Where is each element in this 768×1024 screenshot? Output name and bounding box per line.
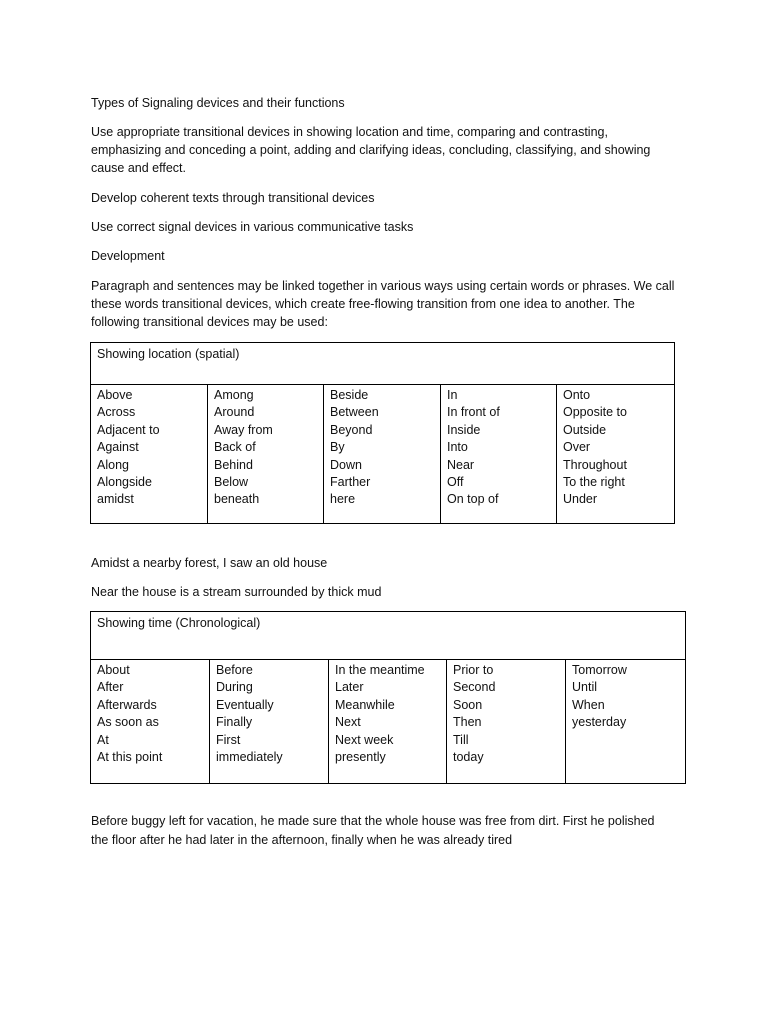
objective-1-line-3: cause and effect.: [91, 161, 186, 175]
transition-word: Next week: [335, 732, 394, 747]
transition-word: Away from: [214, 422, 273, 437]
transition-word: Until: [572, 680, 598, 695]
transition-word: Alongside: [97, 475, 152, 490]
transition-word: Beyond: [330, 422, 373, 437]
transition-word: Meanwhile: [335, 697, 395, 712]
intro-line-2: these words transitional devices, which create free-flowing transition from one idea to another. The: [91, 297, 635, 311]
transition-word: Below: [214, 475, 249, 490]
transition-word: Prior to: [453, 663, 494, 677]
location-table-title: Showing location (spatial): [91, 343, 675, 385]
transition-word: In front of: [447, 405, 500, 420]
transition-word: Outside: [563, 422, 607, 437]
transition-word: At: [97, 732, 109, 747]
transition-word: presently: [335, 750, 386, 765]
transition-word: immediately: [216, 750, 283, 765]
transition-word: beneath: [214, 492, 260, 507]
location-column-4: [441, 385, 557, 524]
transition-word: On top of: [447, 492, 499, 507]
location-column-2: [208, 385, 324, 524]
transition-word: Beside: [330, 388, 369, 402]
transition-word: here: [330, 492, 356, 507]
transition-word: Opposite to: [563, 405, 627, 420]
time-column-5: [566, 660, 686, 784]
transition-word: Then: [453, 715, 482, 730]
transition-word: After: [97, 680, 124, 695]
intro-line-1: Paragraph and sentences may be linked together in various ways using certain words or phrases. We call: [91, 279, 675, 293]
transition-word: Into: [447, 440, 468, 455]
objective-3: Use correct signal devices in various communicative tasks: [91, 220, 414, 234]
transition-word: Farther: [330, 475, 371, 490]
transition-word: Till: [453, 732, 469, 747]
objective-1-line-2: emphasizing and conceding a point, adding and clarifying ideas, concluding, classifying, and showing: [91, 143, 651, 157]
transition-word: Off: [447, 475, 464, 490]
transition-word: Eventually: [216, 697, 274, 712]
transition-word: Afterwards: [97, 697, 157, 712]
transition-word: Around: [214, 405, 255, 420]
location-example-2: Near the house is a stream surrounded by thick mud: [91, 585, 382, 599]
transition-word: Soon: [453, 697, 483, 712]
transition-word: First: [216, 732, 241, 747]
transition-word: Second: [453, 680, 496, 695]
transition-word: Behind: [214, 457, 253, 472]
transition-word: At this point: [97, 750, 163, 765]
transition-word: In the meantime: [335, 663, 425, 677]
transition-word: When: [572, 697, 605, 712]
intro-line-3: following transitional devices may be used:: [91, 315, 328, 329]
transition-word: Later: [335, 680, 364, 695]
time-table-title: Showing time (Chronological): [91, 612, 686, 660]
time-column-4: [447, 660, 566, 784]
transition-word: In: [447, 388, 458, 402]
transition-word: To the right: [563, 475, 625, 490]
transition-word: Along: [97, 457, 129, 472]
transition-word: Back of: [214, 440, 256, 455]
transition-word: Throughout: [563, 457, 627, 472]
transition-word: Near: [447, 457, 475, 472]
location-devices-table: [90, 342, 675, 524]
time-column-3: [329, 660, 447, 784]
transition-word: Onto: [563, 388, 591, 402]
transition-word: Under: [563, 492, 598, 507]
transition-word: About: [97, 663, 130, 677]
time-example-line-1: Before buggy left for vacation, he made sure that the whole house was free from dirt. First he polished: [91, 814, 655, 828]
transition-word: Tomorrow: [572, 663, 627, 677]
transition-word: Next: [335, 715, 361, 730]
transition-word: Across: [97, 405, 136, 420]
location-column-1: [91, 385, 208, 524]
transition-word: Against: [97, 440, 139, 455]
time-column-1: [91, 660, 210, 784]
transition-word: Inside: [447, 422, 481, 437]
time-example-line-2: the floor after he had later in the afternoon, finally when he was already tired: [91, 833, 513, 847]
transition-word: Down: [330, 457, 362, 472]
time-devices-table: [90, 611, 686, 784]
transition-word: today: [453, 750, 484, 765]
transition-word: During: [216, 680, 253, 695]
transition-word: yesterday: [572, 715, 627, 730]
transition-word: Adjacent to: [97, 422, 160, 437]
transition-word: By: [330, 440, 345, 455]
transition-word: As soon as: [97, 715, 159, 730]
location-example-1: Amidst a nearby forest, I saw an old house: [91, 556, 328, 570]
location-column-3: [324, 385, 441, 524]
time-column-2: [210, 660, 329, 784]
transition-word: Above: [97, 388, 133, 402]
transition-word: Over: [563, 440, 591, 455]
transition-word: Between: [330, 405, 379, 420]
transition-word: Among: [214, 388, 254, 402]
objective-2: Develop coherent texts through transitional devices: [91, 191, 375, 205]
transition-word: Before: [216, 663, 253, 677]
document-heading: Types of Signaling devices and their functions: [91, 96, 345, 110]
transition-word: amidst: [97, 492, 134, 507]
location-column-5: [557, 385, 675, 524]
objective-1-line-1: Use appropriate transitional devices in showing location and time, comparing and contrasting,: [91, 125, 608, 139]
development-heading: Development: [91, 249, 165, 263]
transition-word: Finally: [216, 715, 253, 730]
